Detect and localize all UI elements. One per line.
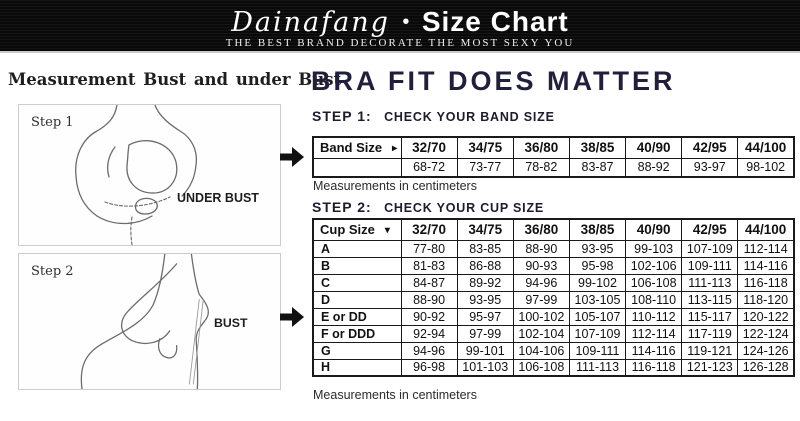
arrow-right-icon [280,147,304,167]
column-label-cell [313,137,401,158]
value-cell: 99-102 [569,274,625,291]
value-cell: 93-95 [569,240,625,257]
value-cell: 77-80 [401,240,457,257]
brand-name: Dainafang [231,7,390,38]
value-cell: 114-116 [626,342,682,359]
size-header-cell: 36/80 [513,137,569,158]
value-cell: 114-116 [738,257,794,274]
step2-heading-text: CHECK YOUR CUP SIZE [384,201,545,215]
value-cell: 102-104 [513,325,569,342]
measurement-heading: Measurement Bust and under Bust [8,70,342,89]
cup-size-sort-icon: ▾ [384,225,390,237]
value-cell: 88-92 [626,158,682,177]
value-cell: 118-120 [738,291,794,308]
row-label-cell: E or DD [313,308,401,325]
step1-heading-text: CHECK YOUR BAND SIZE [384,110,555,124]
band-size-table [312,136,795,178]
value-cell: 116-118 [626,359,682,376]
value-cell: 97-99 [513,291,569,308]
value-cell: 78-82 [513,158,569,177]
cup-size-note: Measurements in centimeters [313,388,477,402]
value-cell: 103-105 [569,291,625,308]
value-cell: 83-87 [569,158,625,177]
value-cell: 86-88 [457,257,513,274]
value-cell: 113-115 [682,291,738,308]
step2-label: Step 2 [31,264,74,279]
table-row [313,359,794,376]
value-cell: 116-118 [738,274,794,291]
value-cell: 89-92 [457,274,513,291]
value-cell: 124-126 [738,342,794,359]
value-cell: 99-103 [626,240,682,257]
table-header-row [313,219,794,240]
size-header-cell: 40/90 [626,219,682,240]
table-row [313,291,794,308]
value-cell: 110-112 [626,308,682,325]
step2-illustration-box [18,253,281,390]
table-row [313,308,794,325]
step1-heading-label: STEP 1: [312,108,372,124]
cup-size-table [312,218,795,377]
row-label-cell: F or DDD [313,325,401,342]
table-header-row [313,137,794,158]
size-header-cell: 34/75 [457,137,513,158]
value-cell: 90-92 [401,308,457,325]
table-row [313,274,794,291]
value-cell: 68-72 [401,158,457,177]
row-label-cell: D [313,291,401,308]
band-size-note: Measurements in centimeters [313,179,477,193]
row-label-cell: G [313,342,401,359]
bullet-separator-icon: • [402,11,410,33]
step1-illustration-box [18,104,281,246]
size-header-cell: 38/85 [569,219,625,240]
value-cell: 99-101 [457,342,513,359]
value-cell: 93-97 [682,158,738,177]
value-cell: 90-93 [513,257,569,274]
under-bust-label: UNDER BUST [177,191,259,205]
value-cell: 109-111 [569,342,625,359]
size-header-cell: 40/90 [626,137,682,158]
value-cell: 107-109 [569,325,625,342]
value-cell: 81-83 [401,257,457,274]
row-label-cell: C [313,274,401,291]
value-cell: 115-117 [682,308,738,325]
value-cell: 98-102 [738,158,794,177]
value-cell: 104-106 [513,342,569,359]
column-label: Cup Size [320,222,375,238]
step1-heading [312,108,555,126]
value-cell: 100-102 [513,308,569,325]
brand-tagline: THE BEST BRAND DECORATE THE MOST SEXY YOU [225,37,575,49]
arrow-right-icon [280,307,304,327]
column-label: Band Size [320,140,383,156]
row-label-cell: H [313,359,401,376]
row-label-cell: B [313,257,401,274]
value-cell: 111-113 [569,359,625,376]
row-label-cell [313,158,401,177]
value-cell: 117-119 [682,325,738,342]
table-row [313,342,794,359]
table-row [313,240,794,257]
size-header-cell: 44/100 [738,219,794,240]
value-cell: 101-103 [457,359,513,376]
value-cell: 95-97 [457,308,513,325]
value-cell: 122-124 [738,325,794,342]
table-row [313,158,794,177]
value-cell: 88-90 [401,291,457,308]
band-size-sort-icon: ▸ [392,143,398,155]
value-cell: 119-121 [682,342,738,359]
value-cell: 94-96 [513,274,569,291]
size-header-cell: 42/95 [682,219,738,240]
step1-label: Step 1 [31,115,74,130]
value-cell: 97-99 [457,325,513,342]
size-header-cell: 32/70 [401,219,457,240]
value-cell: 88-90 [513,240,569,257]
brand-line [0,6,800,38]
value-cell: 73-77 [457,158,513,177]
size-header-cell: 44/100 [738,137,794,158]
value-cell: 111-113 [682,274,738,291]
row-label-cell: A [313,240,401,257]
size-header-cell: 32/70 [401,137,457,158]
value-cell: 126-128 [738,359,794,376]
value-cell: 120-122 [738,308,794,325]
value-cell: 106-108 [626,274,682,291]
brand-banner [0,0,800,53]
size-header-cell: 38/85 [569,137,625,158]
size-header-cell: 42/95 [682,137,738,158]
size-header-cell: 36/80 [513,219,569,240]
page-title: BRA FIT DOES MATTER [311,66,676,96]
value-cell: 94-96 [401,342,457,359]
value-cell: 93-95 [457,291,513,308]
value-cell: 102-106 [626,257,682,274]
value-cell: 109-111 [682,257,738,274]
value-cell: 108-110 [626,291,682,308]
bust-label: BUST [214,315,248,330]
column-label-cell [313,219,401,240]
value-cell: 107-109 [682,240,738,257]
size-header-cell: 34/75 [457,219,513,240]
table-row [313,257,794,274]
table-row [313,325,794,342]
value-cell: 92-94 [401,325,457,342]
value-cell: 95-98 [569,257,625,274]
value-cell: 105-107 [569,308,625,325]
value-cell: 84-87 [401,274,457,291]
value-cell: 121-123 [682,359,738,376]
value-cell: 112-114 [738,240,794,257]
banner-title: Size Chart [421,6,569,37]
value-cell: 96-98 [401,359,457,376]
step2-heading [312,199,544,217]
step2-heading-label: STEP 2: [312,199,372,215]
value-cell: 112-114 [626,325,682,342]
value-cell: 83-85 [457,240,513,257]
value-cell: 106-108 [513,359,569,376]
